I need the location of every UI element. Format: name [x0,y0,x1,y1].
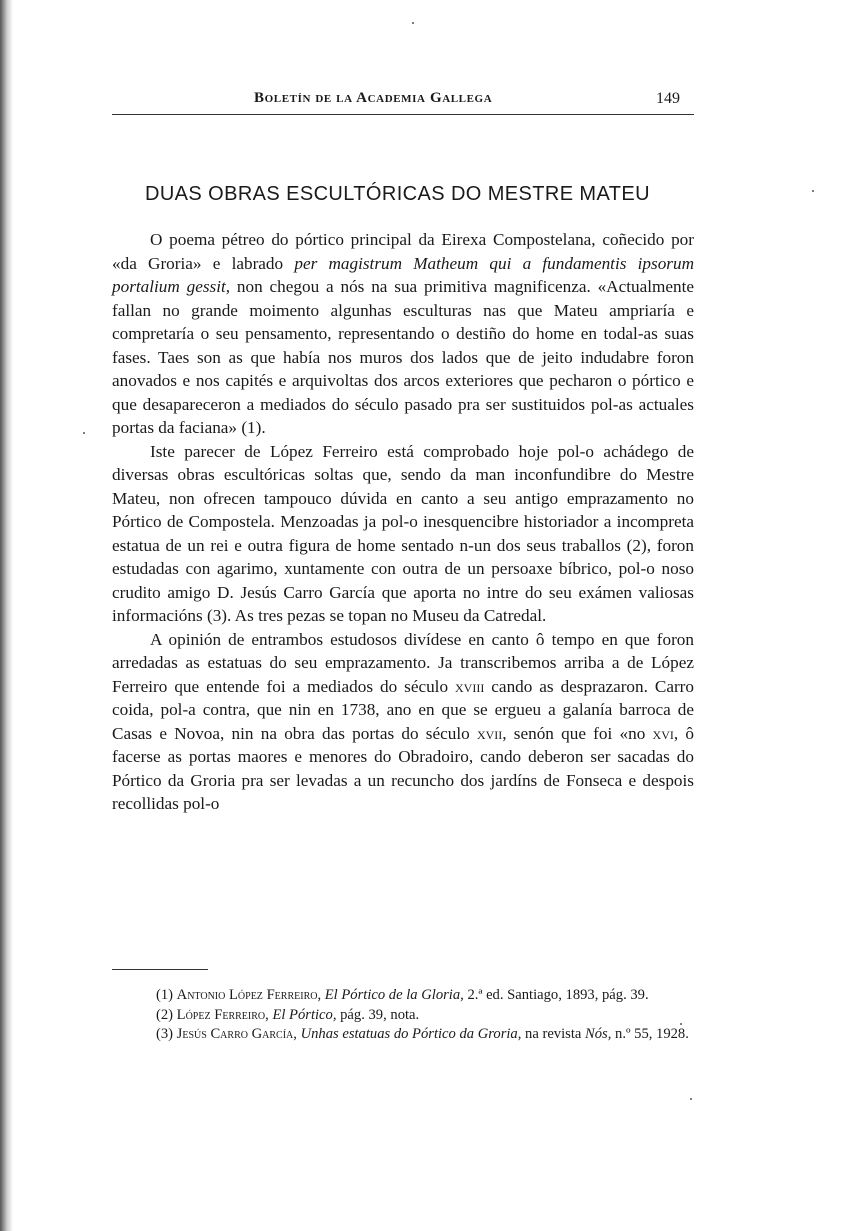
article-title: DUAS OBRAS ESCULTÓRICAS DO MESTRE MATEU [145,183,650,206]
text-run: 2.ª ed. Santiago, 1893, pág. 39. [463,987,649,1003]
paragraph [112,228,694,440]
italic-text: Nós, [585,1026,612,1042]
text-run: A opinión de entrambos estudosos divídese en canto ô tempo en que foron arredadas as estatuas do seu emprazamento. Ja transcribemos arriba a de López Ferreiro que entende foi a mediados do século [112,629,694,696]
small-caps-text: López Ferreiro [176,1006,266,1023]
page-binding-shadow [0,0,14,1231]
text-run: cando as desprazaron. Carro coida, pol-a contra, que nin en 1738, ano en que se ergueu a galanía barroca de Casas e Novoa, nin na obra das portas do século [112,676,695,743]
text-run: n.º 55, 1928. [611,1026,689,1042]
small-caps-text: Antonio López Ferreiro [176,987,318,1003]
paragraph [112,440,694,628]
text-run: (2) [156,1006,177,1023]
text-run: (1) [156,987,177,1003]
text-run: , [317,987,325,1003]
text-run: , [293,1026,301,1042]
small-caps-text: xvi [652,723,674,743]
scan-speck [690,1098,692,1100]
text-run: Iste parecer de López Ferreiro está comprobado hoje pol-o achádego de diversas obras escultóricas soltas que, sendo da man inconfundibre do Mestre Mateu, non ofrecen tampouco dúvida en canto a seu antigo emprazamento no Pórtico de Compostela. Menzoadas ja pol-o inesquencibre historiador a incompreta estatua de un rei e outra figura de home sentado n-un dos seus traballos (2), foron estudadas con agarimo, xuntamente con outra de un persoaxe bíbrico, pol-o noso crudito amigo D. Jesús Carro García que aporta no intre do seu exámen valiosas informacións (3). As tres pezas se topan no Museu da Catredal. [112,441,694,625]
text-run: , senón que foi «no [502,723,653,743]
small-caps-text: xviii [455,676,485,696]
footnote [112,1006,694,1026]
italic-text: El Pórtico, [272,1006,337,1023]
text-run: , [265,1006,273,1023]
article-body [112,228,694,816]
italic-text: Unhas estatuas do Pórtico da Groria, [300,1026,522,1042]
footnotes [112,986,694,1045]
italic-text: per magistrum Matheum qui a fundamentis ipsorum portalium gessit, [112,253,694,296]
journal-title: Boletín de la Academia Gallega [254,90,493,106]
running-head [112,86,694,115]
text-run: pág. 39, nota. [336,1006,420,1023]
text-run: , ô facerse as portas maores e menores do Obradoiro, cando deberon ser sacadas do Pórtico da Groria pra ser levadas a un recuncho dos jardíns de Fonseca e despois recollidas pol-o [112,723,694,813]
text-run: non chegou a nós na sua primitiva magnificenza. «Actualmente fallan no grande moimento algunhas esculturas nas que Mateu ampriaría e compretaría o seu pensamento, representando o destiño do home en todal-as suas fases. Taes son as que había nos muros dos lados que de jeito indudabre foron anovados e nos capités e arquivoltas dos arcos exteriores que pecharon o pórtico e que desapareceron a mediados do século pasado pra ser sustituidos pol-as actuales portas da faciana» (1). [112,277,694,437]
small-caps-text: xvii [476,723,503,743]
text-run: na revista [521,1026,586,1042]
footnote [112,986,694,1006]
italic-text: El Pórtico de la Gloria, [324,987,464,1003]
footnote-separator [112,969,208,970]
scan-speck [83,432,85,434]
page-number: 149 [656,90,680,107]
text-run: (3) [156,1026,177,1042]
text-run: O poema pétreo do pórtico principal da Eirexa Compostelana, coñecido por «da Groria» e labrado [112,230,694,273]
small-caps-text: Jesús Carro García [176,1026,294,1042]
scan-speck [812,190,814,192]
footnote [112,1025,694,1045]
paragraph [112,628,694,816]
scan-speck [412,22,414,24]
scan-speck [680,1023,682,1025]
